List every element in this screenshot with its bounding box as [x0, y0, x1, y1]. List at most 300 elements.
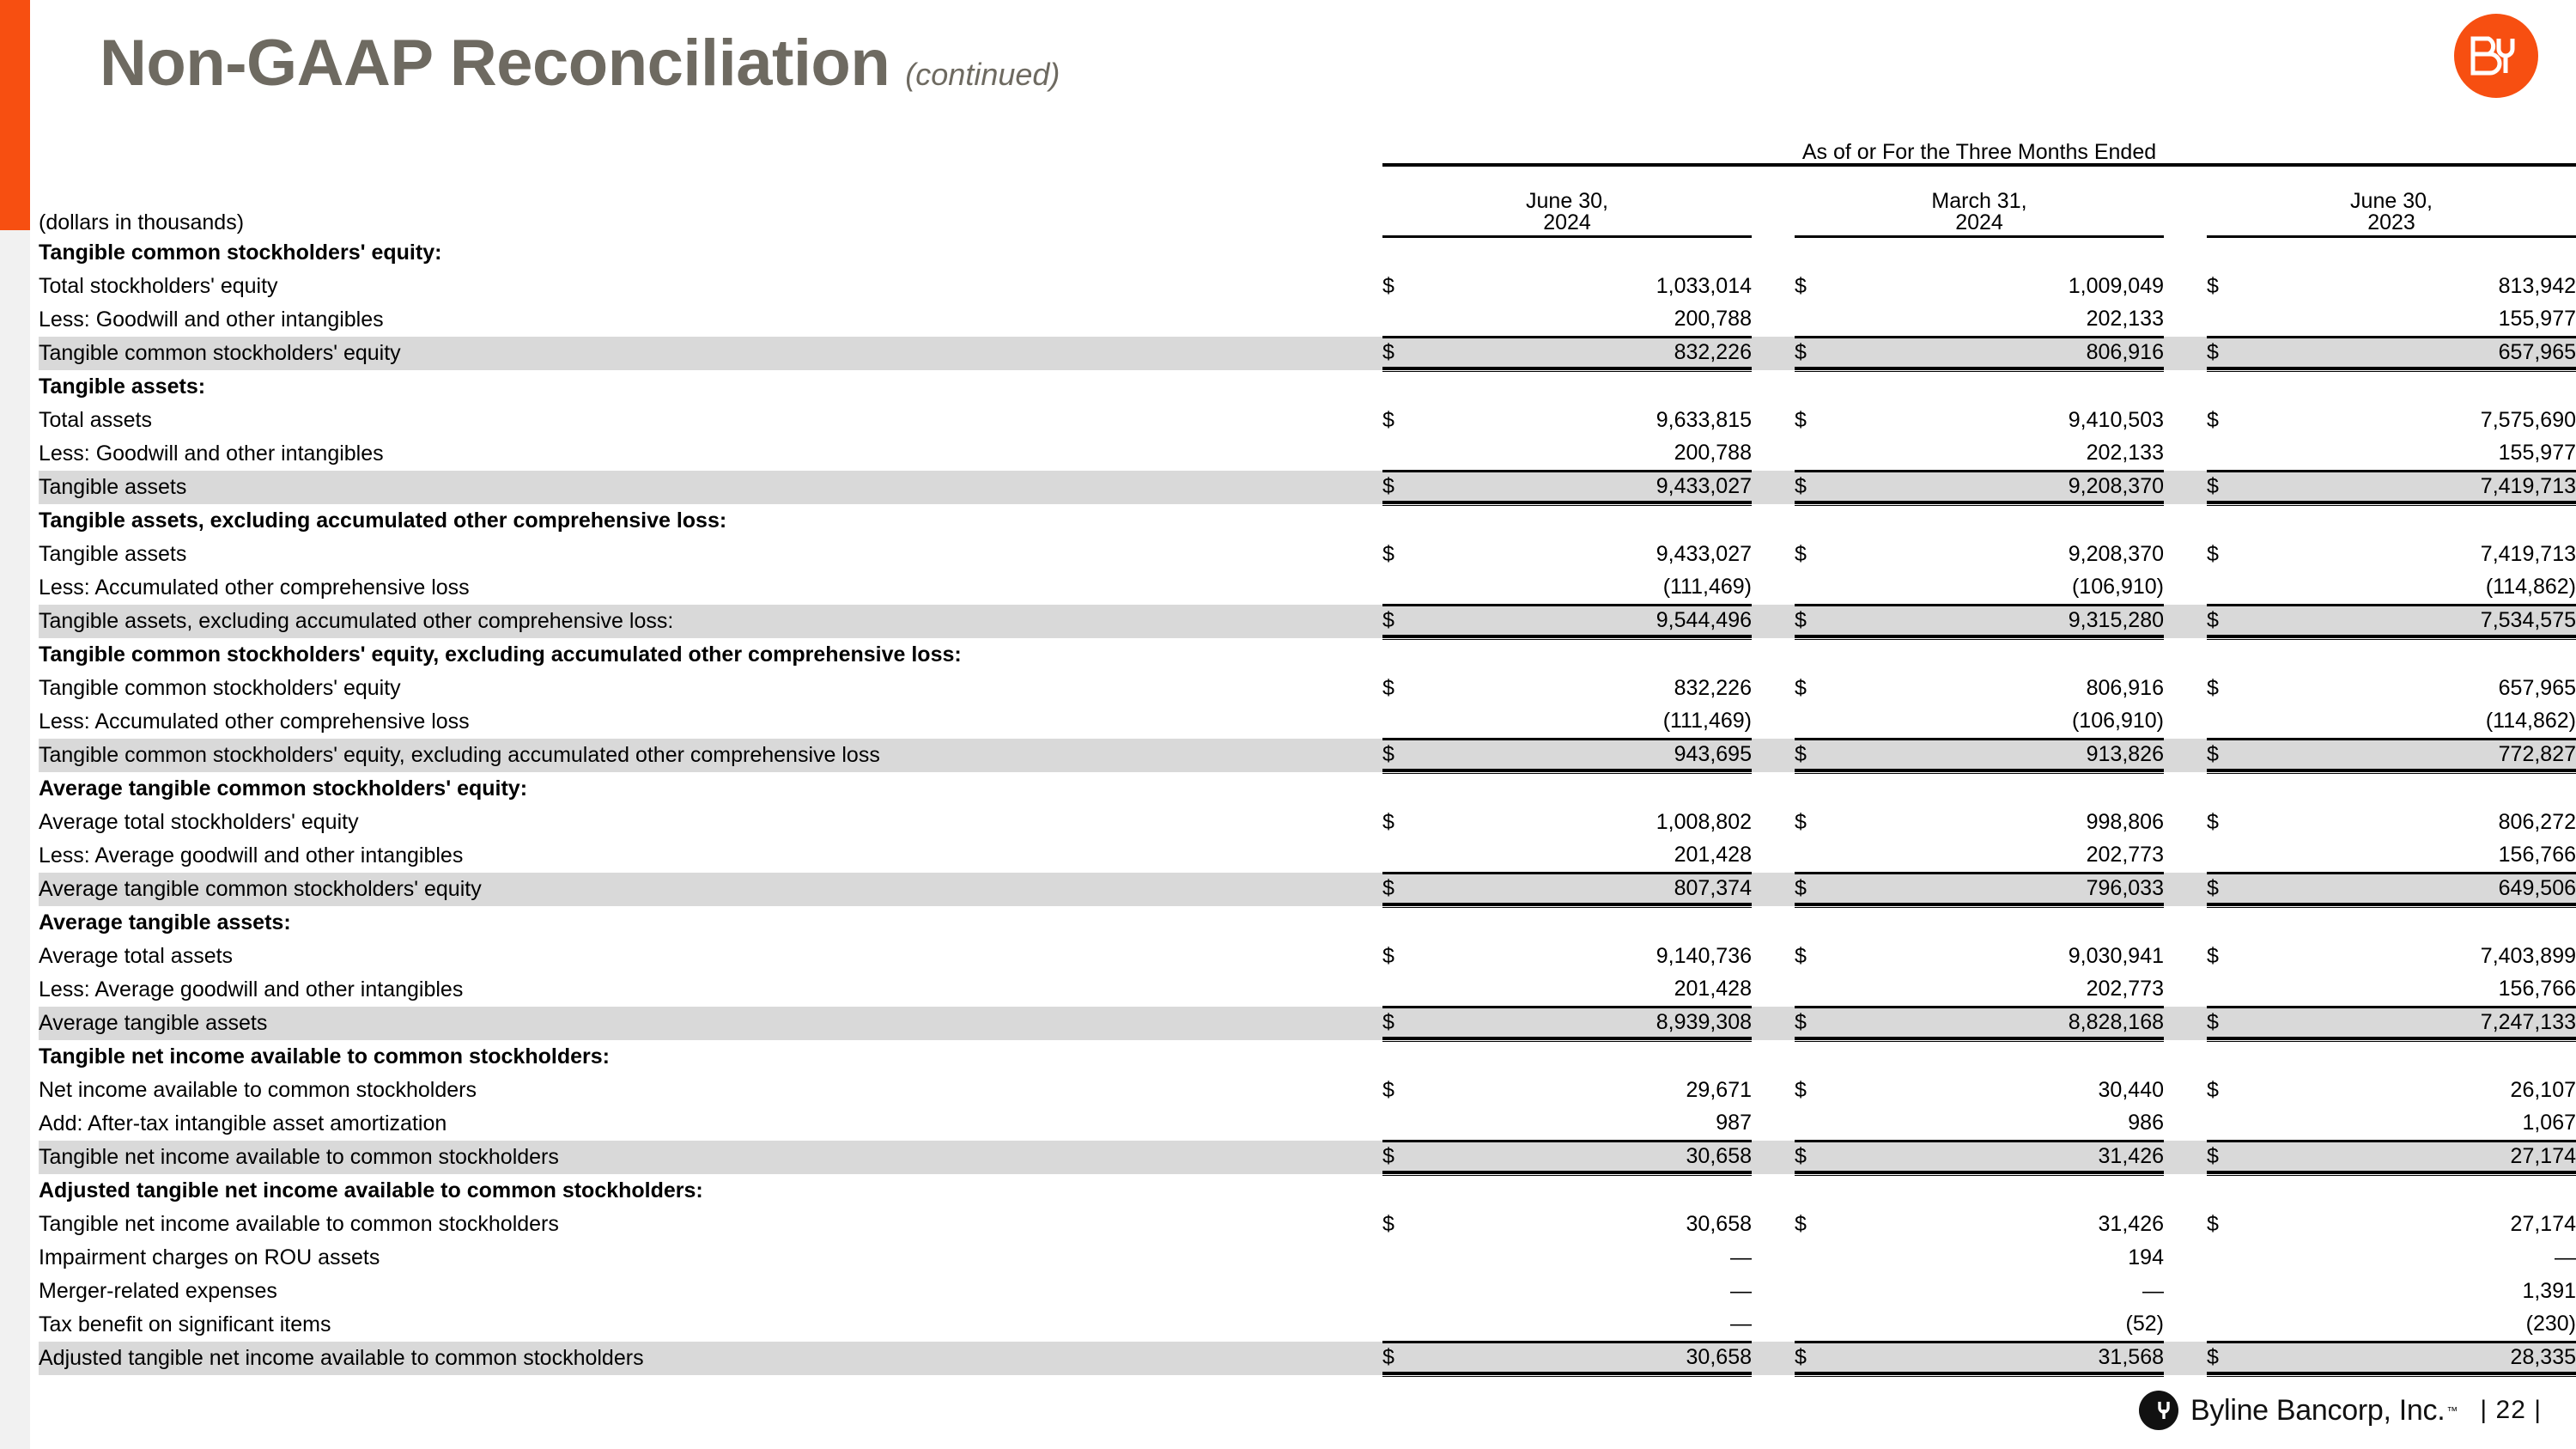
row-value-3: 657,965 — [2310, 337, 2576, 370]
byline-circle-logo — [2454, 14, 2538, 98]
non-gaap-reconciliation-table — [39, 142, 2576, 1377]
column-gap — [1752, 236, 1795, 270]
row-currency-symbol-2: $ — [1795, 274, 1807, 298]
row-value-1: 30,658 — [1485, 1141, 1752, 1174]
row-value-1: 832,226 — [1674, 676, 1752, 700]
row-currency-symbol-3: $ — [2207, 1141, 2310, 1174]
column-gap — [1752, 504, 1795, 538]
column-gap — [1752, 672, 1795, 705]
column-gap — [1752, 1174, 1795, 1208]
section-empty-cell — [2207, 906, 2576, 940]
table-section-header-row — [39, 1040, 2576, 1074]
table-row — [39, 672, 2576, 705]
table-span-header-row — [39, 142, 2576, 165]
row-currency-symbol-1: $ — [1382, 944, 1394, 968]
column-gap — [1752, 806, 1795, 839]
column-gap — [1752, 270, 1795, 303]
column-gap — [2164, 672, 2207, 705]
column-header-year: 2023 — [2367, 210, 2415, 234]
column-gap — [2164, 571, 2207, 605]
section-empty-cell — [1382, 772, 1752, 806]
row-value-2: 796,033 — [1898, 873, 2164, 906]
row-currency-symbol-3 — [2207, 437, 2310, 471]
row-currency-symbol-3 — [2207, 303, 2310, 337]
row-value-1: 8,939,308 — [1485, 1007, 1752, 1040]
header-gap-cell — [39, 168, 2576, 191]
column-gap — [1752, 303, 1795, 337]
left-accent-bar — [0, 0, 30, 230]
row-currency-symbol-1 — [1382, 571, 1485, 605]
row-value-1: 1,033,014 — [1656, 274, 1752, 298]
by-monogram-icon — [2470, 36, 2523, 76]
row-currency-symbol-2: $ — [1795, 810, 1807, 834]
column-gap — [1752, 705, 1795, 739]
row-value-2: 31,426 — [1898, 1141, 2164, 1174]
row-currency-symbol-2 — [1795, 973, 1898, 1007]
row-label: Tangible assets — [39, 471, 1382, 504]
row-currency-symbol-2 — [1795, 1275, 1898, 1308]
column-gap — [2164, 404, 2207, 437]
row-currency-symbol-2 — [1795, 705, 1898, 739]
row-currency-symbol-1: $ — [1382, 408, 1394, 432]
byline-footer-mark-icon — [2139, 1391, 2178, 1430]
row-value-3: 155,977 — [2498, 440, 2576, 465]
column-gap — [2164, 303, 2207, 337]
row-currency-symbol-1: $ — [1382, 542, 1394, 566]
row-currency-symbol-1: $ — [1382, 605, 1485, 638]
column-gap — [2164, 839, 2207, 873]
row-currency-symbol-2: $ — [1795, 1342, 1898, 1375]
row-value-1: — — [1730, 1311, 1752, 1336]
column-gap — [1752, 940, 1795, 973]
page-title — [100, 27, 1060, 100]
table-row — [39, 940, 2576, 973]
table-section-header-row — [39, 236, 2576, 270]
row-currency-symbol-3: $ — [2207, 676, 2219, 700]
row-value-3: 27,174 — [2310, 1141, 2576, 1174]
section-empty-cell — [1382, 504, 1752, 538]
row-value-1: (111,469) — [1662, 708, 1752, 733]
table-total-row — [39, 873, 2576, 906]
column-gap — [2164, 471, 2207, 504]
row-currency-symbol-1: $ — [1382, 1342, 1485, 1375]
page-title-main: Non-GAAP Reconciliation — [100, 27, 890, 100]
row-currency-symbol-2 — [1795, 1241, 1898, 1275]
table-row — [39, 1074, 2576, 1107]
table-row — [39, 705, 2576, 739]
column-gap — [1752, 538, 1795, 571]
row-currency-symbol-2: $ — [1795, 1007, 1898, 1040]
row-value-2: (106,910) — [2071, 708, 2164, 733]
table-row — [39, 1308, 2576, 1342]
section-empty-cell — [2207, 370, 2576, 404]
table-row — [39, 839, 2576, 873]
row-currency-symbol-1: $ — [1382, 274, 1394, 298]
row-currency-symbol-3: $ — [2207, 605, 2310, 638]
row-value-3: 7,403,899 — [2480, 944, 2576, 968]
row-value-3: 657,965 — [2498, 676, 2576, 700]
row-value-3: 155,977 — [2498, 306, 2576, 331]
table-total-row — [39, 739, 2576, 772]
row-currency-symbol-1 — [1382, 437, 1485, 471]
section-empty-cell — [1382, 638, 1752, 672]
column-gap — [1752, 772, 1795, 806]
row-label: Adjusted tangible net income available to common stockholders: — [39, 1178, 703, 1202]
section-empty-cell — [2207, 1040, 2576, 1074]
column-gap — [1752, 1342, 1795, 1375]
row-currency-symbol-3 — [2207, 1308, 2310, 1342]
column-gap — [1752, 1141, 1795, 1174]
row-value-3: 27,174 — [2510, 1212, 2576, 1236]
row-value-1: 987 — [1716, 1110, 1752, 1135]
row-value-3: 7,575,690 — [2480, 408, 2576, 432]
row-currency-symbol-2: $ — [1795, 1141, 1898, 1174]
row-value-3: 1,067 — [2522, 1110, 2576, 1135]
units-note: (dollars in thousands) — [39, 210, 245, 234]
row-value-3: 7,419,713 — [2480, 542, 2576, 566]
table-section-header-row — [39, 1174, 2576, 1208]
by-footer-monogram-icon — [2146, 1400, 2172, 1421]
section-empty-cell — [1382, 1040, 1752, 1074]
section-empty-cell — [2207, 504, 2576, 538]
column-gap — [2164, 705, 2207, 739]
column-gap — [2164, 504, 2207, 538]
row-value-3: 156,766 — [2498, 842, 2576, 867]
column-gap — [2164, 772, 2207, 806]
row-currency-symbol-2 — [1795, 1308, 1898, 1342]
column-gap — [2164, 940, 2207, 973]
column-gap — [2164, 1241, 2207, 1275]
column-gap — [1752, 873, 1795, 906]
row-label: Tangible net income available to common stockholders — [39, 1141, 1382, 1174]
row-label: Impairment charges on ROU assets — [39, 1245, 380, 1269]
row-label: Average total assets — [39, 944, 234, 968]
column-header-year: 2024 — [1543, 210, 1591, 234]
row-value-3: — — [2555, 1245, 2576, 1269]
row-label: Average tangible common stockholders' equity — [39, 873, 1382, 906]
column-gap — [2164, 1141, 2207, 1174]
table-total-row — [39, 1342, 2576, 1375]
column-gap — [2164, 973, 2207, 1007]
row-currency-symbol-1 — [1382, 303, 1485, 337]
row-label: Less: Accumulated other comprehensive loss — [39, 709, 470, 734]
section-empty-cell — [1795, 236, 2164, 270]
row-currency-symbol-1: $ — [1382, 337, 1485, 370]
row-currency-symbol-1 — [1382, 839, 1485, 873]
row-value-2: 806,916 — [2086, 676, 2164, 700]
column-gap — [2164, 1208, 2207, 1241]
table-section-header-row — [39, 772, 2576, 806]
row-label: Tangible assets — [39, 542, 187, 566]
column-gap — [1752, 1007, 1795, 1040]
row-value-2: 31,426 — [2098, 1212, 2164, 1236]
section-empty-cell — [1795, 370, 2164, 404]
row-currency-symbol-2: $ — [1795, 1212, 1807, 1236]
section-empty-cell — [2207, 638, 2576, 672]
row-value-2: 9,208,370 — [2068, 542, 2164, 566]
table-row — [39, 973, 2576, 1007]
row-value-3: 156,766 — [2498, 976, 2576, 1001]
table-row — [39, 437, 2576, 471]
row-label: Add: After-tax intangible asset amortization — [39, 1111, 447, 1135]
column-gap — [2164, 1007, 2207, 1040]
column-gap — [2164, 191, 2207, 234]
row-value-1: 30,658 — [1485, 1342, 1752, 1375]
row-currency-symbol-1: $ — [1382, 676, 1394, 700]
table-row — [39, 1208, 2576, 1241]
column-gap — [1752, 605, 1795, 638]
row-value-2: 9,315,280 — [1898, 605, 2164, 638]
slide-footer — [2139, 1391, 2542, 1430]
column-gap — [2164, 538, 2207, 571]
row-currency-symbol-3: $ — [2207, 1007, 2310, 1040]
table-row — [39, 538, 2576, 571]
column-gap — [2164, 270, 2207, 303]
table-row — [39, 1241, 2576, 1275]
row-value-1: 9,633,815 — [1656, 408, 1752, 432]
table-section-header-row — [39, 504, 2576, 538]
row-label: Tangible net income available to common stockholders: — [39, 1044, 610, 1068]
row-value-1: 200,788 — [1674, 306, 1752, 331]
section-empty-cell — [1382, 906, 1752, 940]
footer-page-number: | 22 | — [2480, 1396, 2542, 1424]
reconciliation-table-area — [39, 140, 2576, 1377]
row-value-1: (111,469) — [1662, 574, 1752, 599]
row-label: Tangible common stockholders' equity: — [39, 240, 442, 265]
row-label: Total stockholders' equity — [39, 274, 278, 298]
row-currency-symbol-2: $ — [1795, 408, 1807, 432]
column-gap — [1752, 638, 1795, 672]
section-empty-cell — [2207, 236, 2576, 270]
column-gap — [2164, 739, 2207, 772]
row-currency-symbol-1: $ — [1382, 1078, 1394, 1102]
row-value-3: 28,335 — [2310, 1342, 2576, 1375]
row-value-3: (114,862) — [2485, 574, 2576, 599]
row-currency-symbol-3: $ — [2207, 810, 2219, 834]
footer-trademark-symbol: ™ — [2446, 1403, 2458, 1417]
row-label: Tangible net income available to common stockholders — [39, 1212, 559, 1236]
row-value-1: 9,433,027 — [1485, 471, 1752, 504]
row-label: Tangible common stockholders' equity — [39, 337, 1382, 370]
section-empty-cell — [1795, 1040, 2164, 1074]
column-gap — [1752, 1107, 1795, 1141]
row-value-2: 9,030,941 — [2068, 944, 2164, 968]
column-gap — [2164, 1040, 2207, 1074]
table-row — [39, 1107, 2576, 1141]
row-label: Average total stockholders' equity — [39, 810, 359, 834]
column-gap — [1752, 437, 1795, 471]
row-value-1: — — [1730, 1245, 1752, 1269]
footer-company-name: Byline Bancorp, Inc. — [2190, 1393, 2445, 1427]
row-currency-symbol-3: $ — [2207, 408, 2219, 432]
column-gap — [2164, 1074, 2207, 1107]
row-currency-symbol-3: $ — [2207, 1342, 2310, 1375]
row-currency-symbol-2: $ — [1795, 605, 1898, 638]
row-currency-symbol-3: $ — [2207, 337, 2310, 370]
table-section-header-row — [39, 906, 2576, 940]
row-value-3: 7,534,575 — [2310, 605, 2576, 638]
row-value-1: 832,226 — [1485, 337, 1752, 370]
row-label: Tax benefit on significant items — [39, 1312, 331, 1336]
column-header-1 — [1382, 191, 1752, 234]
row-value-2: 202,773 — [2086, 976, 2164, 1001]
row-value-1: 200,788 — [1674, 440, 1752, 465]
row-value-1: 201,428 — [1674, 976, 1752, 1001]
page-title-continued: (continued) — [905, 57, 1060, 92]
row-label: Total assets — [39, 408, 153, 432]
row-label: Average tangible assets: — [39, 910, 291, 935]
column-gap — [1752, 1074, 1795, 1107]
column-gap — [2164, 337, 2207, 370]
section-empty-cell — [2207, 1174, 2576, 1208]
row-currency-symbol-1: $ — [1382, 1212, 1394, 1236]
row-currency-symbol-1 — [1382, 1107, 1485, 1141]
column-gap — [1752, 839, 1795, 873]
column-gap — [2164, 906, 2207, 940]
column-gap — [2164, 638, 2207, 672]
row-currency-symbol-2: $ — [1795, 944, 1807, 968]
table-total-row — [39, 1007, 2576, 1040]
row-value-2: — — [2142, 1279, 2164, 1303]
row-label: Merger-related expenses — [39, 1279, 277, 1303]
row-currency-symbol-3: $ — [2207, 274, 2219, 298]
row-label: Less: Goodwill and other intangibles — [39, 441, 384, 466]
row-value-2: 194 — [2128, 1245, 2164, 1269]
row-label: Tangible common stockholders' equity — [39, 676, 401, 700]
column-gap — [2164, 1107, 2207, 1141]
column-gap — [1752, 1275, 1795, 1308]
column-header-year: 2024 — [1955, 210, 2003, 234]
row-value-1: 9,140,736 — [1656, 944, 1752, 968]
row-value-2: 202,133 — [2086, 440, 2164, 465]
row-value-2: 1,009,049 — [2068, 274, 2164, 298]
row-currency-symbol-3: $ — [2207, 1078, 2219, 1102]
row-currency-symbol-2: $ — [1795, 542, 1807, 566]
row-value-3: 649,506 — [2310, 873, 2576, 906]
row-value-3: 7,247,133 — [2310, 1007, 2576, 1040]
row-label: Average tangible common stockholders' equity: — [39, 776, 528, 801]
column-gap — [1752, 1208, 1795, 1241]
row-value-3: 26,107 — [2510, 1078, 2576, 1102]
table-row — [39, 270, 2576, 303]
row-currency-symbol-1: $ — [1382, 739, 1485, 772]
table-row — [39, 571, 2576, 605]
section-empty-cell — [1795, 906, 2164, 940]
section-empty-cell — [1382, 236, 1752, 270]
column-gap — [2164, 1275, 2207, 1308]
row-currency-symbol-3: $ — [2207, 739, 2310, 772]
row-value-2: 806,916 — [1898, 337, 2164, 370]
row-value-1: 9,544,496 — [1485, 605, 1752, 638]
row-value-1: 943,695 — [1485, 739, 1752, 772]
row-value-3: (230) — [2525, 1311, 2576, 1336]
section-empty-cell — [1382, 1174, 1752, 1208]
row-value-2: 998,806 — [2086, 810, 2164, 834]
row-value-2: (106,910) — [2071, 574, 2164, 599]
section-empty-cell — [1795, 1174, 2164, 1208]
row-currency-symbol-1: $ — [1382, 1007, 1485, 1040]
row-currency-symbol-3 — [2207, 1241, 2310, 1275]
row-currency-symbol-3 — [2207, 973, 2310, 1007]
left-accent-bar-tail — [0, 230, 30, 1449]
row-currency-symbol-1: $ — [1382, 471, 1485, 504]
row-value-1: 201,428 — [1674, 842, 1752, 867]
column-gap — [2164, 605, 2207, 638]
column-header-month: June 30, — [1526, 189, 1608, 213]
row-label: Tangible assets: — [39, 374, 206, 399]
header-gap-row — [39, 168, 2576, 191]
row-currency-symbol-3 — [2207, 1275, 2310, 1308]
column-gap — [2164, 1342, 2207, 1375]
column-gap — [1752, 1241, 1795, 1275]
row-value-2: 30,440 — [2098, 1078, 2164, 1102]
row-label: Less: Average goodwill and other intangibles — [39, 977, 464, 1002]
column-header-month: June 30, — [2350, 189, 2433, 213]
column-gap — [2164, 1308, 2207, 1342]
row-value-3: (114,862) — [2485, 708, 2576, 733]
column-gap — [2164, 806, 2207, 839]
column-gap — [1752, 906, 1795, 940]
row-currency-symbol-3 — [2207, 705, 2310, 739]
row-currency-symbol-2: $ — [1795, 676, 1807, 700]
column-gap — [1752, 973, 1795, 1007]
row-label: Less: Goodwill and other intangibles — [39, 307, 384, 332]
table-section-header-row — [39, 370, 2576, 404]
table-row — [39, 303, 2576, 337]
row-value-1: 1,008,802 — [1656, 810, 1752, 834]
row-value-2: 31,568 — [1898, 1342, 2164, 1375]
section-empty-cell — [1795, 772, 2164, 806]
table-total-row — [39, 605, 2576, 638]
row-currency-symbol-1: $ — [1382, 873, 1485, 906]
row-value-2: 202,133 — [2086, 306, 2164, 331]
row-value-3: 806,272 — [2498, 810, 2576, 834]
row-label: Tangible assets, excluding accumulated other comprehensive loss: — [39, 605, 1382, 638]
table-span-header-label: As of or For the Three Months Ended — [1801, 140, 2157, 164]
row-currency-symbol-3 — [2207, 1107, 2310, 1141]
row-currency-symbol-3: $ — [2207, 1212, 2219, 1236]
row-value-3: 813,942 — [2498, 274, 2576, 298]
row-currency-symbol-3 — [2207, 839, 2310, 873]
span-header-spacer — [39, 142, 1382, 165]
row-currency-symbol-1 — [1382, 973, 1485, 1007]
row-label: Average tangible assets — [39, 1007, 1382, 1040]
column-header-2 — [1795, 191, 2164, 234]
row-value-3: 7,419,713 — [2310, 471, 2576, 504]
row-currency-symbol-1: $ — [1382, 810, 1394, 834]
row-currency-symbol-2: $ — [1795, 471, 1898, 504]
row-value-2: 202,773 — [2086, 842, 2164, 867]
row-currency-symbol-2 — [1795, 303, 1898, 337]
column-gap — [1752, 191, 1795, 234]
row-value-1: 9,433,027 — [1656, 542, 1752, 566]
row-label: Less: Average goodwill and other intangibles — [39, 843, 464, 868]
column-gap — [1752, 471, 1795, 504]
row-value-2: (52) — [2125, 1311, 2164, 1336]
row-value-1: 30,658 — [1686, 1212, 1752, 1236]
column-gap — [2164, 873, 2207, 906]
section-empty-cell — [1382, 370, 1752, 404]
table-row — [39, 404, 2576, 437]
column-gap — [2164, 370, 2207, 404]
row-currency-symbol-2 — [1795, 571, 1898, 605]
section-empty-cell — [1795, 504, 2164, 538]
row-currency-symbol-3: $ — [2207, 944, 2219, 968]
row-value-1: — — [1730, 1279, 1752, 1303]
row-value-3: 772,827 — [2310, 739, 2576, 772]
row-label: Less: Accumulated other comprehensive loss — [39, 575, 470, 600]
column-gap — [1752, 571, 1795, 605]
